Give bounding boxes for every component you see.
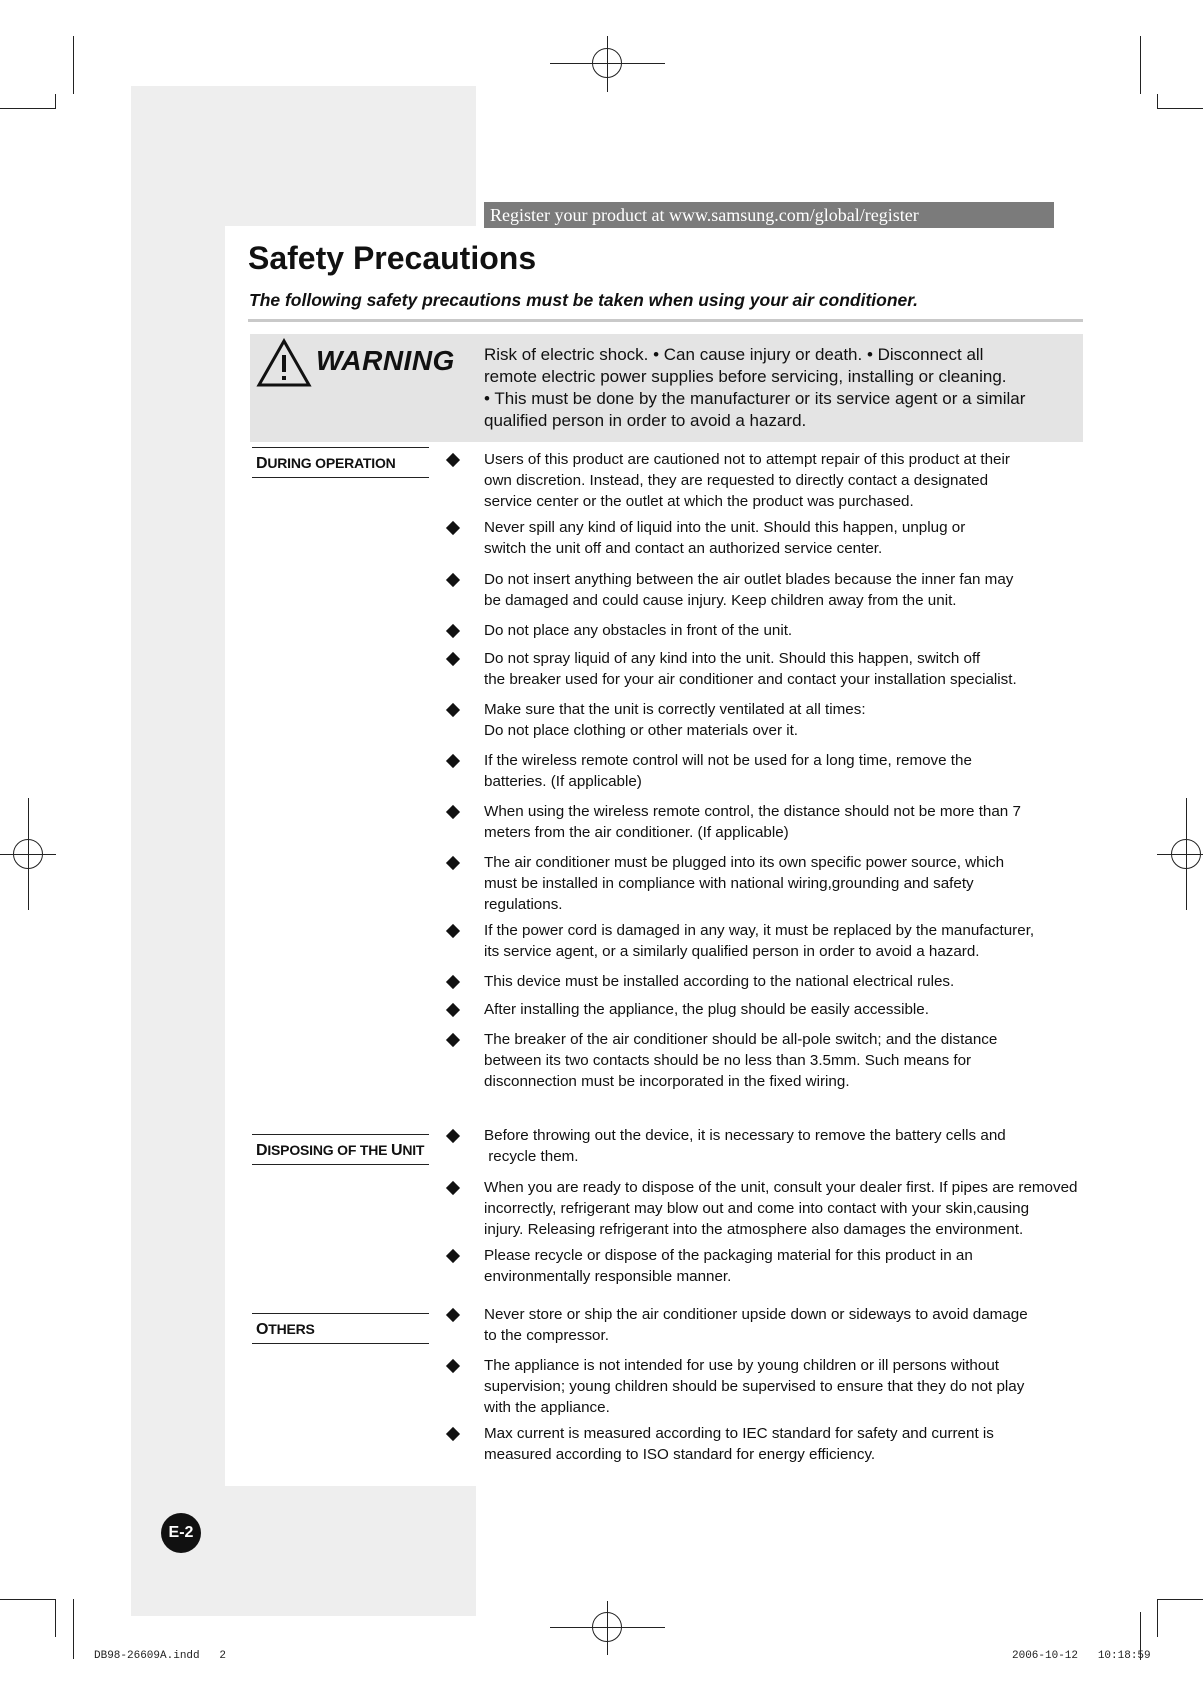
section-during-operation: DURING OPERATION <box>252 447 429 478</box>
diamond-bullet-icon <box>446 924 460 938</box>
diamond-bullet-icon <box>446 1427 460 1441</box>
diamond-bullet-icon <box>446 573 460 587</box>
diamond-bullet-icon <box>446 754 460 768</box>
footer-file: DB98-26609A.indd 2 <box>94 1650 227 1662</box>
diamond-bullet-icon <box>446 1033 460 1047</box>
left-gray-margin <box>131 226 225 1616</box>
diamond-bullet-icon <box>446 1181 460 1195</box>
diamond-bullet-icon <box>446 652 460 666</box>
diamond-bullet-icon <box>446 521 460 535</box>
diamond-bullet-icon <box>446 805 460 819</box>
diamond-bullet-icon <box>446 1249 460 1263</box>
warning-text: Risk of electric shock. • Can cause injury or death. • Disconnect all remote electric power supplies before servicing, installing or cleaning. • This must be done by the manufacturer or its service agent or a similar qualified person in order to avoid a hazard. <box>484 345 1026 430</box>
page-number: E-2 <box>161 1513 201 1553</box>
diamond-bullet-icon <box>446 975 460 989</box>
diamond-bullet-icon <box>446 856 460 870</box>
footer-timestamp: 2006-10-12 10:18:59 <box>1012 1650 1151 1662</box>
diamond-bullet-icon <box>446 1003 460 1017</box>
left-gray-band-bottom <box>225 1486 476 1616</box>
diamond-bullet-icon <box>446 453 460 467</box>
diamond-bullet-icon <box>446 1308 460 1322</box>
diamond-bullet-icon <box>446 1129 460 1143</box>
diamond-bullet-icon <box>446 624 460 638</box>
warning-triangle-icon <box>256 338 312 388</box>
page-title: Safety Precautions <box>248 240 537 276</box>
register-banner: Register your product at www.samsung.com/global/register <box>484 202 1054 228</box>
warning-label: WARNING <box>316 345 455 376</box>
page-subtitle: The following safety precautions must be taken when using your air conditioner. <box>249 290 918 310</box>
left-gray-band-top <box>131 86 476 226</box>
section-disposing-of-the-unit: DISPOSING OF THE UNIT <box>252 1134 429 1165</box>
title-divider <box>248 319 1083 322</box>
section-others: OTHERS <box>252 1313 429 1344</box>
diamond-bullet-icon <box>446 1359 460 1373</box>
diamond-bullet-icon <box>446 703 460 717</box>
